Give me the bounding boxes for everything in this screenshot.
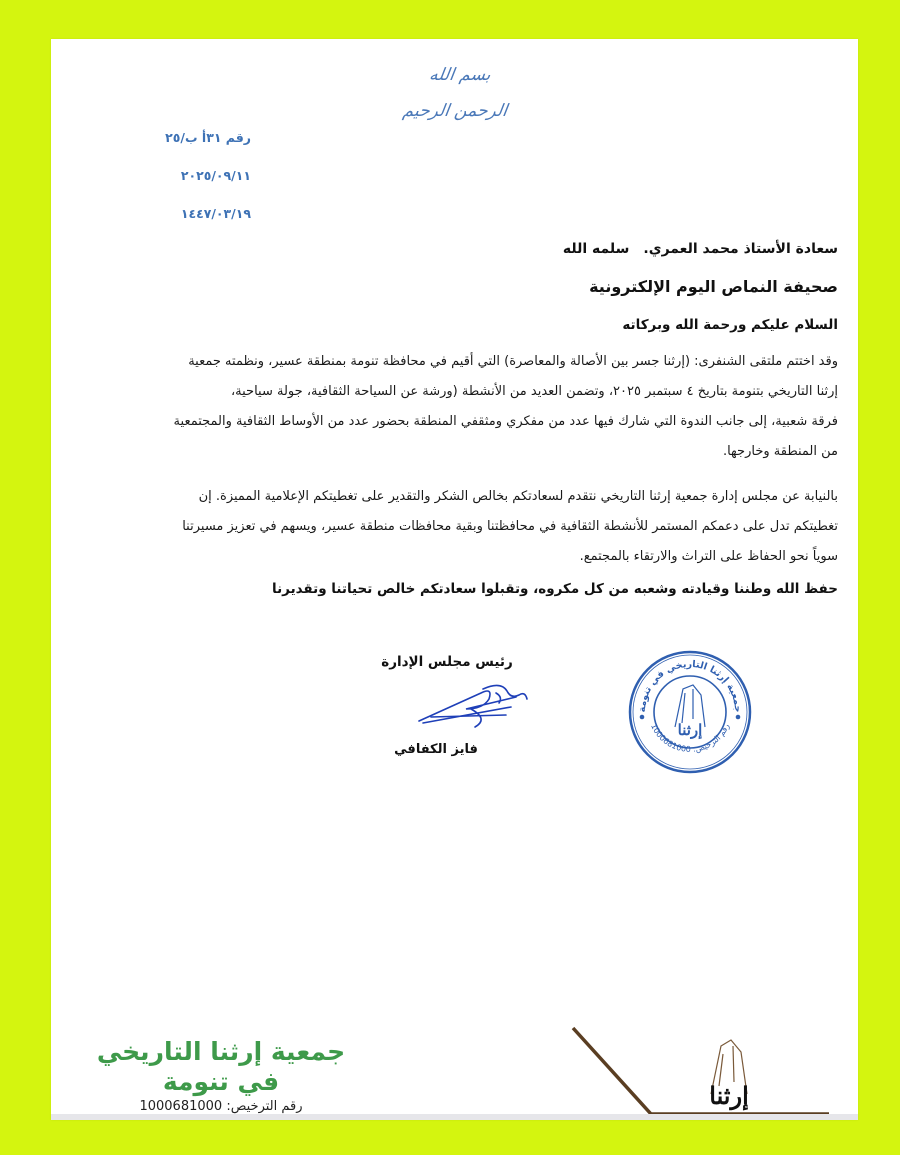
date-gregorian: ٢٠٢٥/٠٩/١١: [180, 168, 251, 183]
association-seal: [627, 649, 753, 775]
signatory-name: فايز الكفافي: [394, 742, 478, 757]
addressee-line: [563, 241, 838, 257]
paragraph-line: سوياً نحو الحفاظ على التراث والارتقاء بالمجتمع.: [579, 549, 838, 564]
paragraph-line: بالنيابة عن مجلس إدارة جمعية إرثنا التاريخي نتقدم لسعادتكم بخالص الشكر والتقدير على تغطيتكم الإعلامية المميزة. إن: [198, 489, 838, 504]
page-bottom-edge: [51, 1114, 858, 1120]
paragraph-line: وقد اختتم ملتقى الشنفرى: (إرثنا جسر بين الأصالة والمعاصرة) التي أقيم في محافظة تنومة بمنطقة عسير، ونظمته جمعية: [188, 354, 838, 369]
paragraph-line: من المنطقة وخارجها.: [722, 444, 838, 459]
reference-number: رقم ٣١أ ب/٢٥: [165, 130, 251, 145]
addressee-name: سعادة الأستاذ محمد العمري.: [643, 241, 838, 257]
basmala-calligraphy: بسم الله الرحمن الرحيم: [401, 65, 509, 121]
paragraph-1: [98, 347, 838, 467]
seal-center-text: إرثنا: [677, 721, 703, 739]
footer-organization-name: [91, 1037, 351, 1097]
paragraph-2: [98, 482, 838, 572]
seal-ring-text: جمعية إرثنا التاريخي في تنومة: [636, 658, 744, 713]
letter-page: [51, 39, 858, 1120]
paragraph-line: إرثنا التاريخي بتنومة بتاريخ ٤ سبتمبر ٢٠٢٥، وتضمن العديد من الأنشطة (ورشة عن السياحة الثقافية، جولة سياحية،: [230, 384, 838, 399]
footer-org-line1: جمعية إرثنا التاريخي: [96, 1037, 346, 1066]
paragraph-line: تغطيتكم تدل على دعمكم المستمر للأنشطة الثقافية في محافظتنا وبقية محافظات منطقة عسير، ويسهم في تعزيز مسيرتنا: [182, 519, 838, 534]
newspaper-name: صحيفة النماص اليوم الإلكترونية: [589, 277, 838, 296]
reference-block: [131, 130, 251, 244]
footer-logo: [571, 1024, 831, 1119]
paragraph-line: فرقة شعبية، إلى جانب الندوة التي شارك فيها عدد من مفكري ومثقفي المنطقة بحضور عدد من الأوساط الثقافية والمجتمعية: [173, 414, 838, 429]
footer-logo-text: إرثنا: [709, 1081, 749, 1110]
handwritten-signature: [411, 679, 531, 729]
footer-org-line2: في تنومة: [162, 1067, 280, 1096]
addressee-honorific: سلمه الله: [562, 241, 630, 257]
greeting: السلام عليكم ورحمة الله وبركاته: [622, 317, 838, 333]
closing-line: حفظ الله وطننا وقيادته وشعبه من كل مكروه، وتقبلوا سعادتكم خالص تحياتنا وتقديرنا: [272, 581, 838, 597]
signatory-title: رئيس مجلس الإدارة: [381, 654, 513, 670]
footer-license-number: رقم الترخيص: 1000681000: [139, 1099, 303, 1114]
date-hijri: ١٤٤٧/٠٣/١٩: [180, 206, 251, 221]
seal-license-text: رقم الترخيص: 1000681000: [648, 722, 731, 754]
